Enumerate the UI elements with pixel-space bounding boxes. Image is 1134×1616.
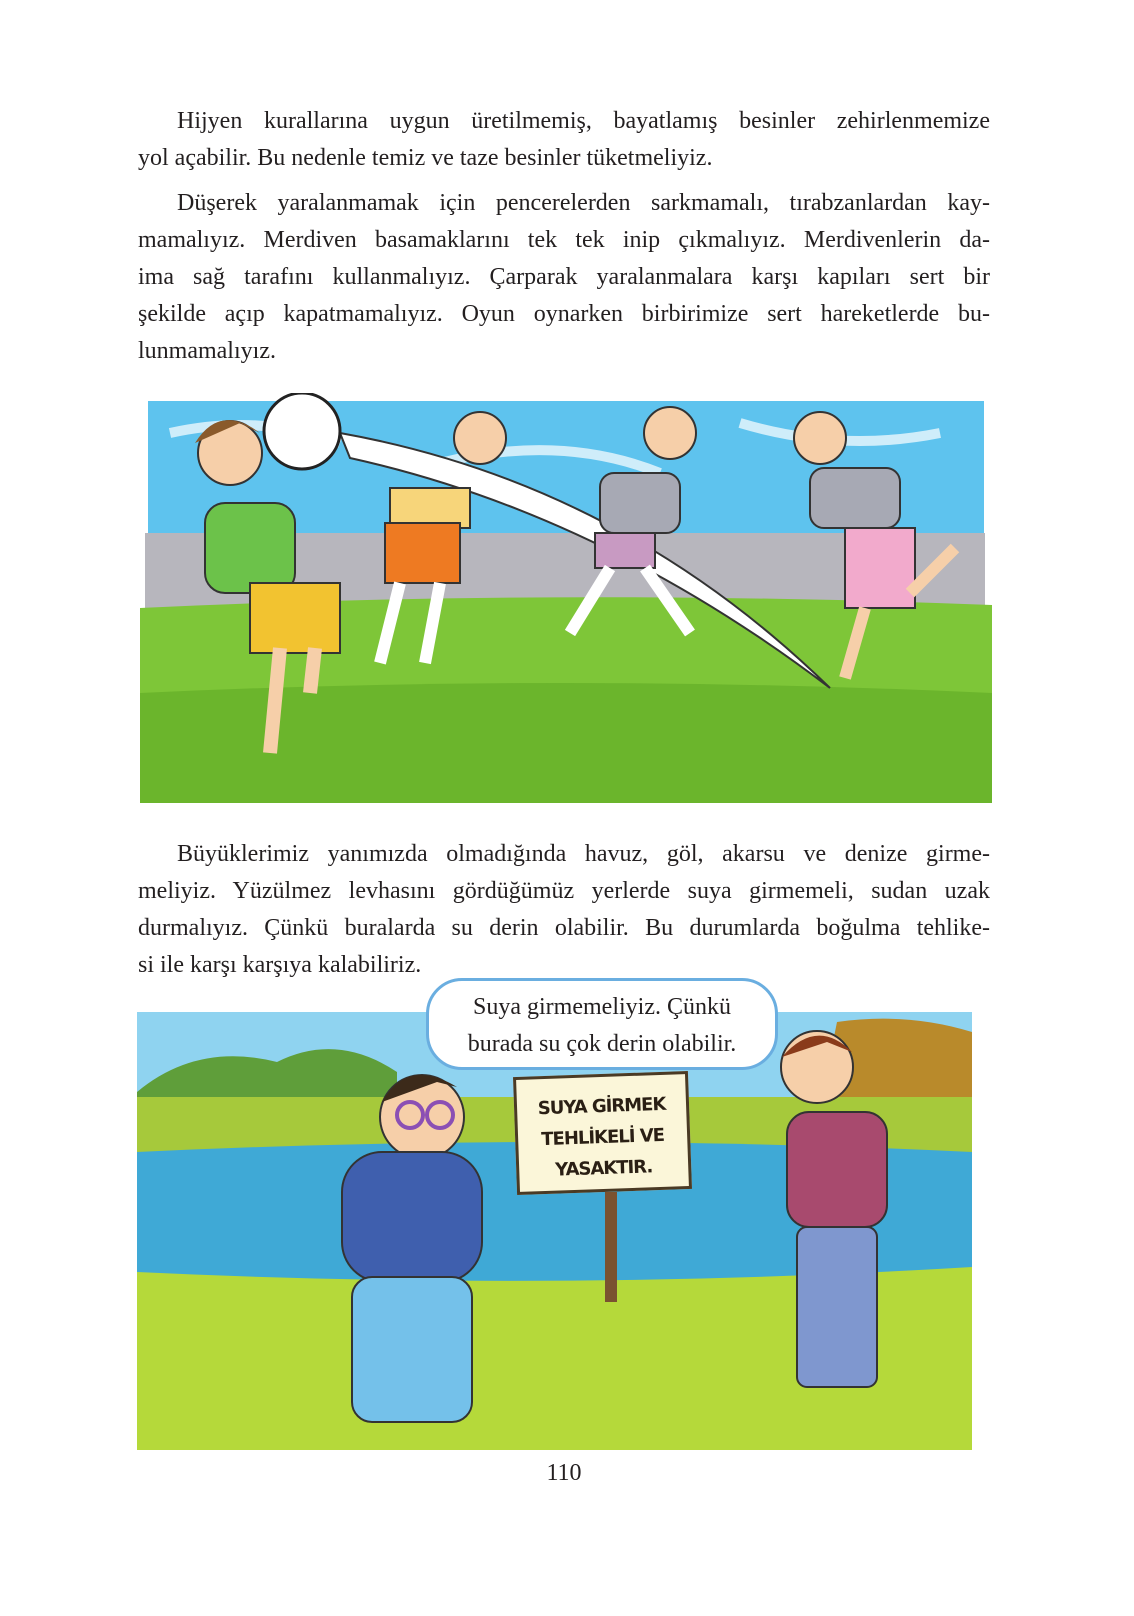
illustration-boys-playing-football <box>140 393 992 811</box>
sign-line: SUYA GİRMEK <box>537 1093 666 1120</box>
text-line: si ile karşı karşıya kalabiliriz. <box>138 952 422 978</box>
text-line: Düşerek yaralanmamak için pencerelerden sarkmamalı, tırabzanlardan kay- <box>177 190 990 216</box>
text-line: yol açabilir. Bu nedenle temiz ve taze besinler tüketmeliyiz. <box>138 145 713 171</box>
soccer-ball <box>264 393 340 469</box>
text-line: mamalıyız. Merdiven basamaklarını tek tek inip çıkmalıyız. Merdivenlerin da- <box>138 227 990 253</box>
speech-line: burada su çok derin olabilir. <box>467 1031 737 1057</box>
text-line: durmalıyız. Çünkü buralarda su derin olabilir. Bu durumlarda boğulma tehlike- <box>138 915 990 941</box>
text-line: Hijyen kurallarına uygun üretilmemiş, bayatlamış besinler zehirlenmemize <box>177 108 990 134</box>
text-line: meliyiz. Yüzülmez levhasını gördüğümüz yerlerde suya girmemeli, sudan uzak <box>138 878 990 904</box>
speech-bubble <box>426 978 778 1070</box>
paragraph-water <box>138 836 990 984</box>
page-number: 110 <box>546 1460 582 1486</box>
warning-sign <box>513 1071 692 1195</box>
speech-line: Suya girmemeliyiz. Çünkü <box>473 994 731 1020</box>
paragraph-hygiene <box>138 103 990 177</box>
text-line: Büyüklerimiz yanımızda olmadığında havuz, göl, akarsu ve denize girme- <box>177 841 990 867</box>
text-line: ima sağ tarafını kullanmalıyız. Çarparak yaralanmalara karşı kapıları sert bir <box>138 264 990 290</box>
sign-line: YASAKTIR. <box>554 1156 653 1181</box>
text-line: lunmamalıyız. <box>138 338 276 364</box>
text-line: şekilde açıp kapatmamalıyız. Oyun oynarken birbirimize sert hareketlerde bu- <box>138 301 990 327</box>
sign-line: TEHLİKELİ VE <box>540 1124 665 1151</box>
paragraph-falling <box>138 185 990 370</box>
